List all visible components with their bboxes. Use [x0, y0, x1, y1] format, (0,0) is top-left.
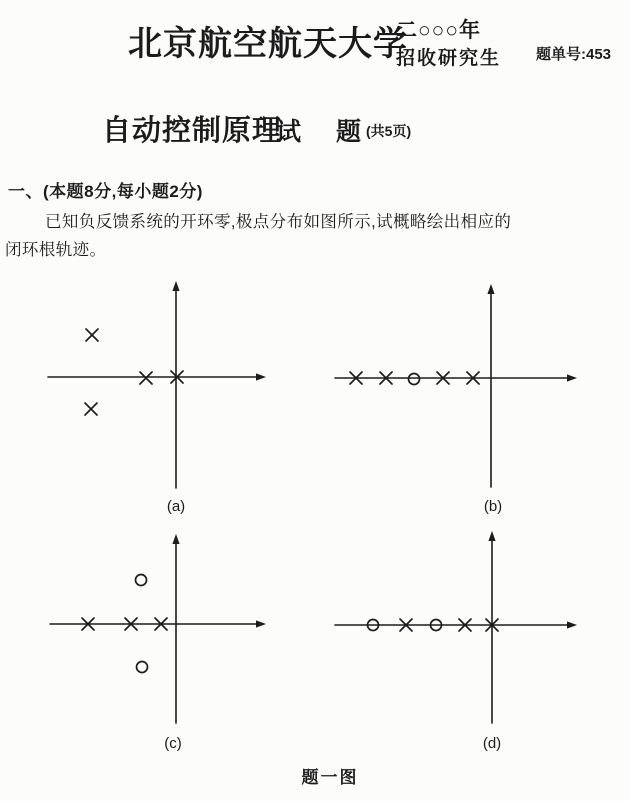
pages-note: (共5页): [366, 123, 412, 139]
pole-marker: [86, 329, 98, 341]
pole-marker: [85, 403, 97, 415]
subplot-label-b: (b): [483, 498, 503, 515]
pole-marker: [140, 372, 152, 384]
admission-line: 招收研究生: [396, 48, 502, 69]
sheet-number: 题单号:453: [536, 46, 612, 63]
pole-marker: [350, 372, 362, 384]
pole-marker: [459, 619, 471, 631]
question-body-line2: 闭环根轨迹。: [5, 241, 107, 259]
subplot-label-d: (d): [482, 735, 502, 752]
subplot-label-c: (c): [164, 735, 182, 752]
question-heading: 一、(本题8分,每小题2分): [8, 182, 203, 201]
pole-marker: [125, 618, 137, 630]
pole-marker: [82, 618, 94, 630]
exam-word: 试 题: [276, 118, 375, 146]
subplot-label-a: (a): [166, 498, 186, 515]
pole-marker: [467, 372, 479, 384]
figure-caption: 题一图: [301, 768, 359, 787]
zero-marker: [409, 374, 420, 385]
university-name: 北京航空航天大学: [128, 25, 408, 63]
subplot-a: [48, 281, 266, 488]
zero-marker: [431, 620, 442, 631]
pole-marker: [380, 372, 392, 384]
year-line: 二○○○年: [396, 19, 482, 42]
pole-marker: [171, 371, 183, 383]
zero-marker: [136, 575, 147, 586]
zero-marker: [368, 620, 379, 631]
pole-marker: [486, 619, 498, 631]
pole-marker: [155, 618, 167, 630]
pole-marker: [437, 372, 449, 384]
subplot-d: [335, 531, 577, 723]
zero-marker: [137, 662, 148, 673]
exam-subject-title: 自动控制原理: [102, 115, 283, 147]
subplot-c: [50, 534, 266, 723]
question-body-line1: 已知负反馈系统的开环零,极点分布如图所示,试概略绘出相应的: [45, 213, 512, 231]
pole-marker: [400, 619, 412, 631]
subplot-b: [335, 284, 577, 487]
